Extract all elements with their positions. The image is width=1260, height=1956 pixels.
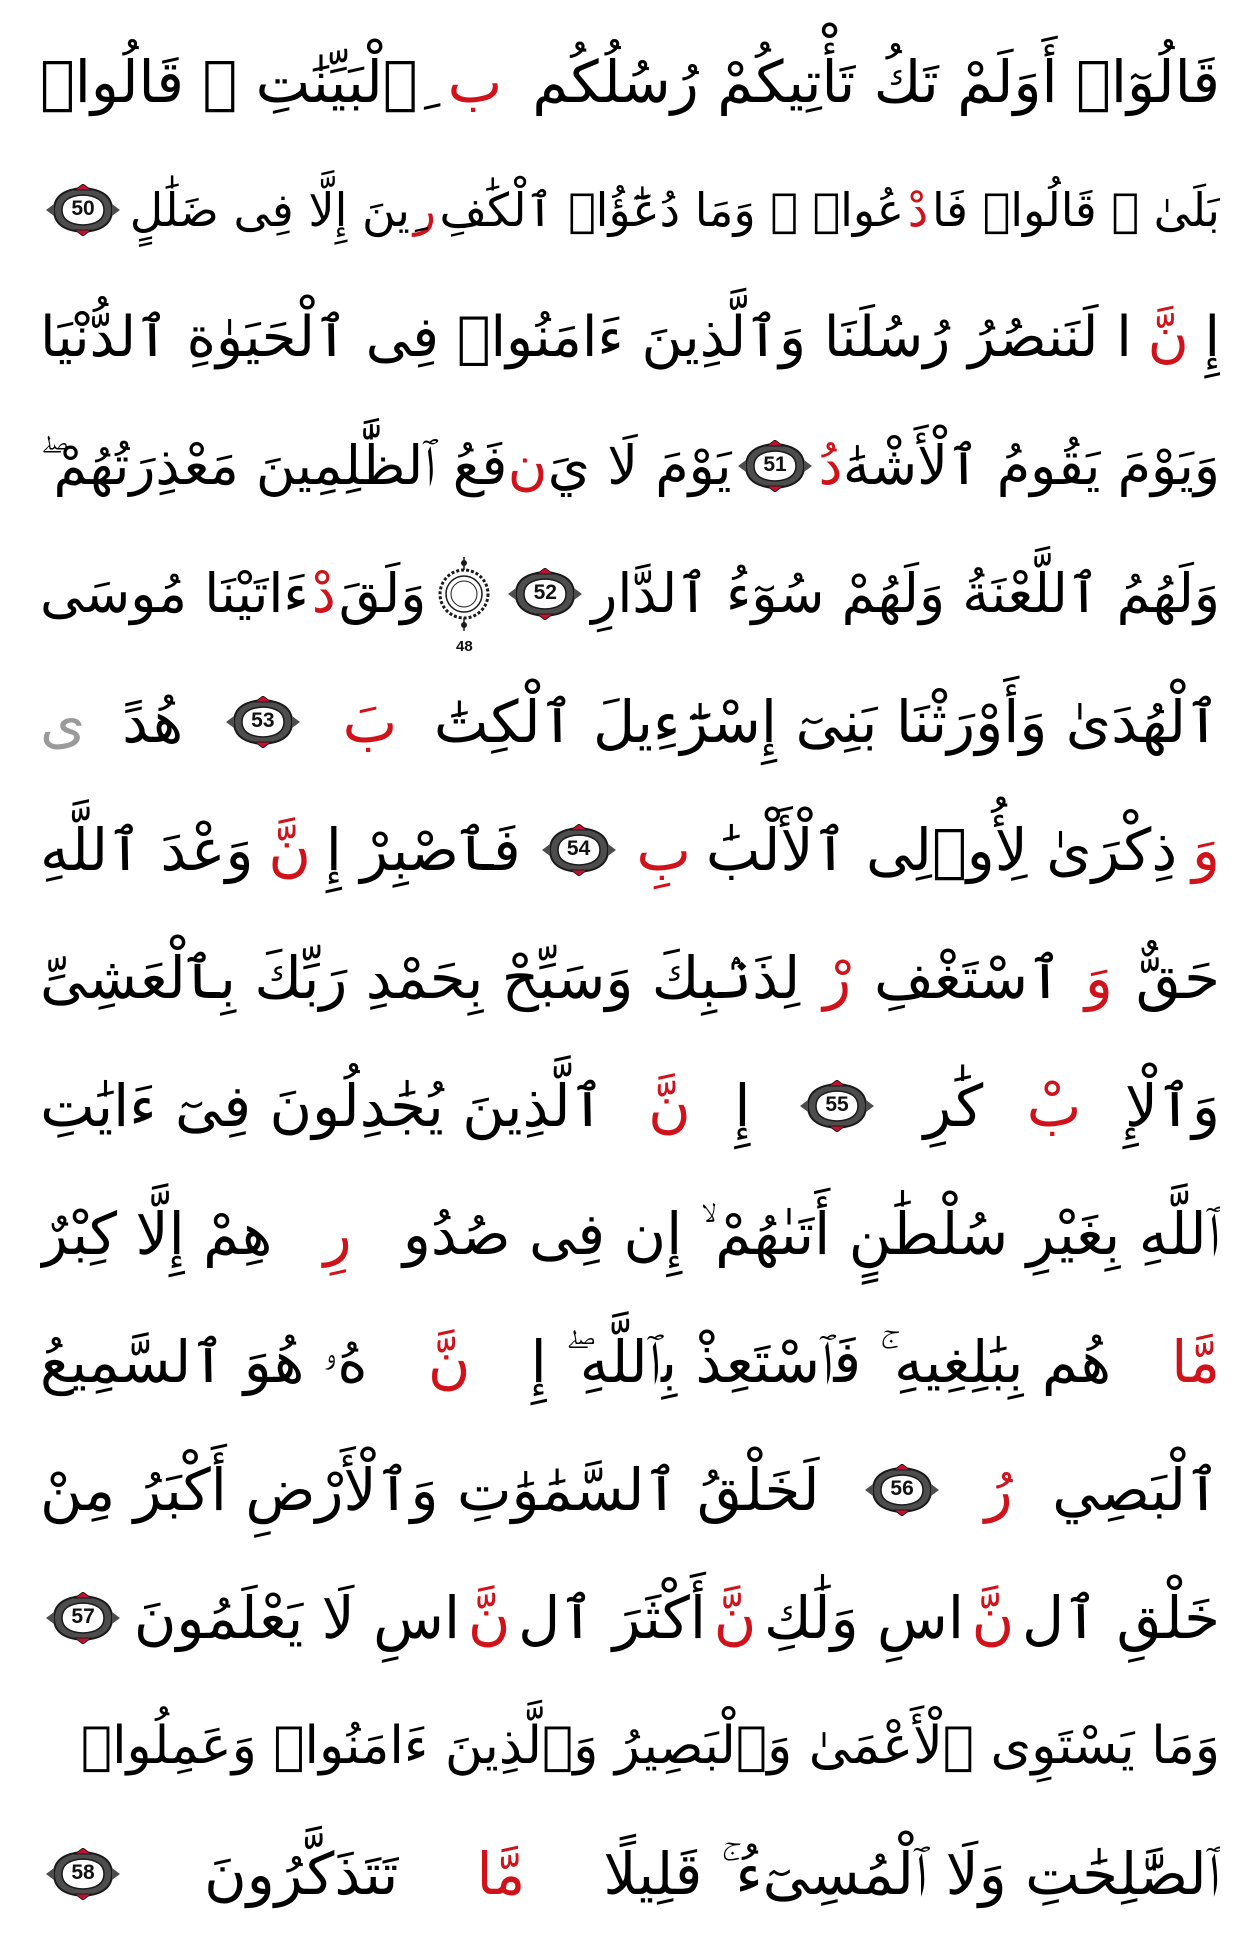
- mushaf-page: [40, 18, 1220, 1938]
- verse-text-segment: ٱسْتَغْفِ: [873, 944, 1063, 1012]
- verse-text-segment: عُوا۟ ۗ وَمَا دُعَٰٓؤُا۟ ٱلْكَٰفِ: [439, 183, 905, 237]
- tajweed-segment: دُ: [818, 434, 843, 497]
- verse-text-segment: حَقٌّ: [1135, 944, 1220, 1012]
- tajweed-segment: رْ: [823, 944, 852, 1012]
- verse-text-segment: وَيَوْمَ يَقُومُ ٱلْأَشْهَٰ: [842, 434, 1220, 497]
- text-line: [40, 1554, 1220, 1682]
- ayah-number: 53: [251, 709, 275, 732]
- tajweed-segment: ن: [507, 434, 548, 497]
- text-line: [40, 914, 1220, 1042]
- ayah-number-marker: [224, 696, 302, 748]
- text-line: [40, 1682, 1220, 1810]
- ayah-number-marker: [506, 568, 584, 620]
- tajweed-segment: رُ: [984, 1456, 1013, 1524]
- tajweed-segment: نَّ: [467, 1584, 511, 1652]
- verse-text-segment: هُم بِبَٰلِغِيهِ ۚ فَٱسْتَعِذْ بِٱللَّهِ ۖ إِ: [530, 1328, 1112, 1396]
- verse-text-segment: ٱلْهُدَىٰ وَأَوْرَثْنَا بَنِىٓ إِسْرَٰٓءِيلَ ٱلْكِتَٰ: [433, 688, 1220, 756]
- verse-text-segment: بَلَىٰ ۚ قَالُوا۟ فَا: [931, 183, 1220, 237]
- ayah-number-marker: [44, 1592, 122, 1644]
- verse-text-segment: ءَاتَيْنَا مُوسَى: [40, 562, 309, 625]
- ayah-number: 58: [71, 1861, 95, 1884]
- verse-text-segment: اسِ وَلَٰكِ: [764, 1584, 964, 1652]
- verse-text-segment: فَٱصْبِرْ إِ: [325, 816, 521, 884]
- verse-text-segment: إِ: [1204, 305, 1220, 370]
- tajweed-segment: نَّ: [268, 816, 311, 884]
- tajweed-segment: ب: [447, 48, 503, 116]
- tajweed-segment: مَّا: [476, 1840, 526, 1908]
- tajweed-segment: دْ: [311, 562, 336, 625]
- tajweed-segment: نَّ: [1147, 305, 1189, 370]
- verse-text-segment: ا لَنَنصُرُ رُسُلَنَا وَٱلَّذِينَ ءَامَنُوا۟ فِى ٱلْحَيَوٰةِ ٱلدُّنْيَا: [40, 305, 1132, 370]
- ayah-number-marker: [863, 1464, 941, 1516]
- text-line: [40, 1298, 1220, 1426]
- text-line: [40, 786, 1220, 914]
- tajweed-segment: ر: [413, 183, 436, 237]
- verse-text-segment: كَٰرِ: [923, 1072, 984, 1140]
- tajweed-segment: رِ: [323, 1200, 352, 1268]
- ayah-number: 56: [890, 1477, 914, 1500]
- tajweed-segment: بْ: [1026, 1072, 1082, 1140]
- verse-text-segment: أَكْثَرَ ٱل: [518, 1584, 706, 1652]
- ayah-number: 52: [533, 581, 557, 604]
- verse-text-segment: ِينَ إِلَّا فِى ضَلَٰلٍ: [129, 183, 410, 237]
- verse-text-segment: ِٱلْبَيِّنَٰتِ ۖ قَالُوا۟: [40, 48, 418, 116]
- verse-text-segment: وَمَا يَسْتَوِى ٱلْأَعْمَىٰ وَٱلْبَصِيرُ وَٱلَّذِينَ ءَامَنُوا۟ وَعَمِلُوا۟: [80, 1716, 1220, 1776]
- text-line: [40, 530, 1220, 658]
- verse-text-segment: وَلَقَ: [338, 562, 427, 625]
- ayah-number: 54: [566, 837, 591, 860]
- verse-text-segment: هِمْ إِلَّا كِبْرٌ: [40, 1200, 273, 1268]
- verse-text-segment: وَلَهُمُ ٱللَّعْنَةُ وَلَهُمْ سُوٓءُ ٱلدَّارِ: [591, 562, 1220, 625]
- verse-text-segment: ٱلصَّٰلِحَٰتِ وَلَا ٱلْمُسِىٓءُ ۚ قَلِيلًا: [603, 1840, 1220, 1908]
- ayah-number-marker: [798, 1080, 876, 1132]
- verse-text-segment: قَالُوٓا۟ أَوَلَمْ تَكُ تَأْتِيكُمْ رُسُلُكُم: [532, 48, 1220, 116]
- verse-text-segment: تَتَذَكَّرُونَ: [204, 1840, 399, 1908]
- text-line: [40, 1170, 1220, 1298]
- text-line: [40, 274, 1220, 402]
- verse-text-segment: ٱلَّذِينَ يُجَٰدِلُونَ فِىٓ ءَايَٰتِ: [40, 1072, 605, 1140]
- verse-text-segment: خَلْقِ ٱل: [1022, 1584, 1220, 1652]
- ayah-number-marker: [44, 1848, 122, 1900]
- verse-text-segment: يَوْمَ لَا يَ: [547, 434, 732, 497]
- tajweed-segment: بِ: [636, 816, 692, 884]
- text-line: [40, 1426, 1220, 1554]
- tajweed-segment: نَّ: [713, 1584, 757, 1652]
- tajweed-segment: دْ: [907, 183, 929, 237]
- text-line: [40, 146, 1220, 274]
- text-line: [40, 1042, 1220, 1170]
- tajweed-segment: نَّ: [648, 1072, 691, 1140]
- text-line: [40, 402, 1220, 530]
- ayah-number: 50: [71, 197, 95, 220]
- ayah-number-marker: [736, 440, 814, 492]
- tajweed-segment: وَ: [1084, 944, 1113, 1012]
- text-line: [40, 658, 1220, 786]
- tajweed-segment: نَّ: [427, 1328, 471, 1396]
- tajweed-segment: بَ: [342, 688, 398, 756]
- ayah-number: 51: [763, 453, 787, 476]
- ayah-number-marker: [540, 824, 618, 876]
- ayah-number: 57: [71, 1605, 95, 1628]
- verse-text-segment: ٱلْبَصِي: [1052, 1456, 1220, 1524]
- verse-text-segment: اسِ لَا يَعْلَمُونَ: [133, 1584, 461, 1652]
- verse-text-segment: إِ: [734, 1072, 751, 1140]
- text-line: [40, 1810, 1220, 1938]
- verse-text-segment: ذِكْرَىٰ لِأُو۟لِى ٱلْأَلْبَٰ: [705, 816, 1178, 884]
- tajweed-segment: مَّا: [1171, 1328, 1220, 1396]
- verse-text-segment: هُدً: [122, 688, 184, 756]
- ayah-number-marker: [44, 184, 122, 236]
- verse-text-segment: وَعْدَ ٱللَّهِ: [40, 816, 254, 884]
- verse-text-segment: لَخَلْقُ ٱلسَّمَٰوَٰتِ وَٱلْأَرْضِ أَكْبَرُ مِنْ: [40, 1456, 820, 1524]
- tajweed-segment: وَ: [1191, 816, 1220, 884]
- tajweed-segment: ى: [40, 688, 86, 756]
- verse-text-segment: ٱللَّهِ بِغَيْرِ سُلْطَٰنٍ أَتَىٰهُمْ ۙ إِن فِى صُدُو: [402, 1200, 1220, 1268]
- verse-text-segment: وَٱلْإِ: [1124, 1072, 1220, 1140]
- hizb-marker: [435, 557, 493, 655]
- verse-text-segment: فَعُ ٱلظَّٰلِمِينَ مَعْذِرَتُهُمْ ۖ: [40, 434, 508, 497]
- verse-text-segment: لِذَنۢبِكَ وَسَبِّحْ بِحَمْدِ رَبِّكَ بِٱلْعَشِىِّ: [40, 944, 801, 1012]
- ayah-number: 55: [825, 1093, 849, 1116]
- tajweed-segment: نَّ: [971, 1584, 1015, 1652]
- hizb-number: 48: [455, 638, 473, 655]
- text-line: [40, 18, 1220, 146]
- verse-text-segment: هُۥ هُوَ ٱلسَّمِيعُ: [40, 1328, 368, 1396]
